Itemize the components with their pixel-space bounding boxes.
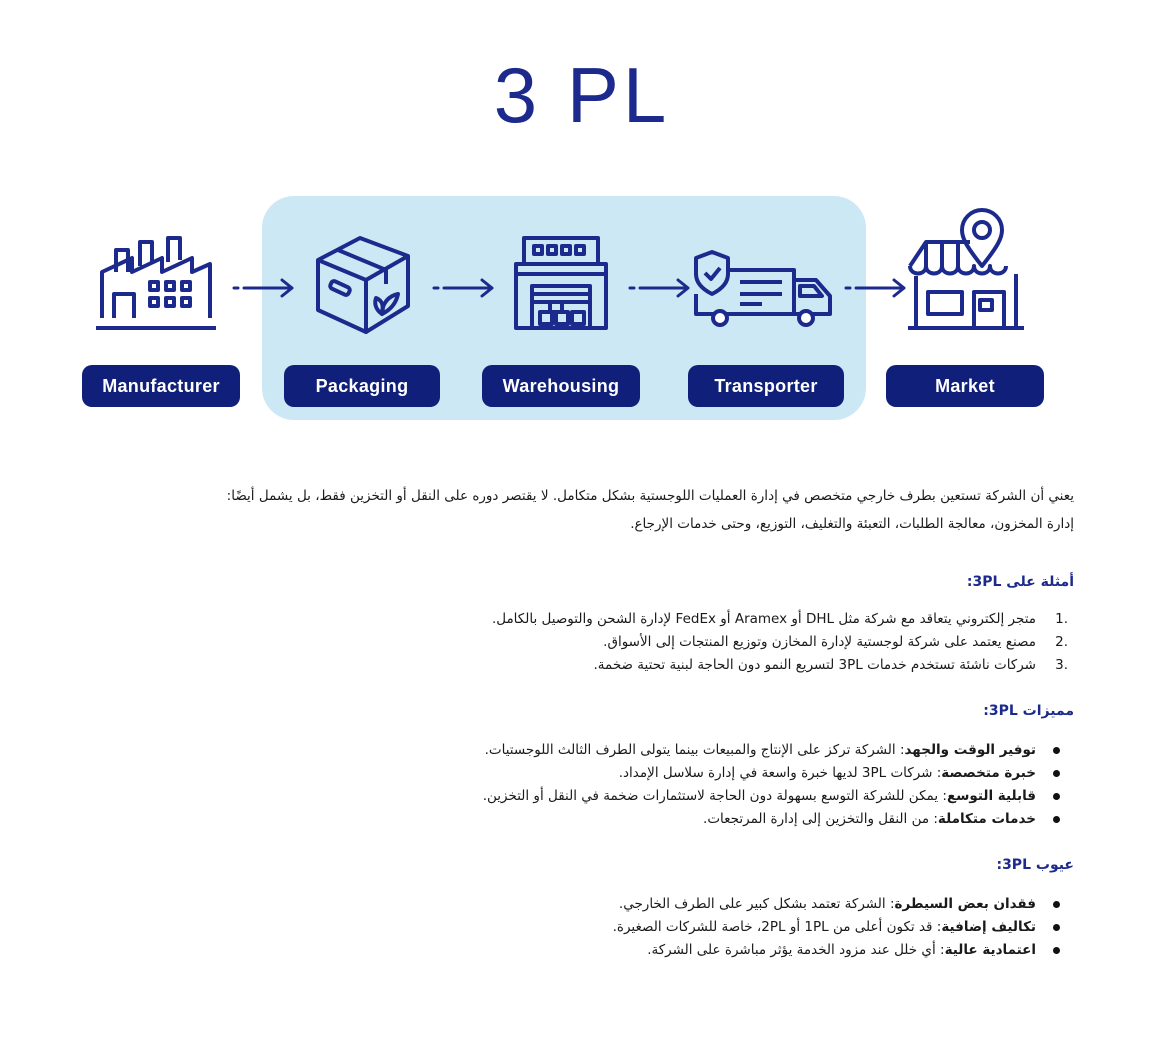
arrow-icon (432, 278, 496, 302)
bullet-icon (1053, 816, 1060, 823)
arrow-icon (232, 278, 296, 302)
step-label-packaging: Packaging (284, 365, 440, 407)
bullet-icon (1053, 901, 1060, 908)
warehouse-icon (510, 234, 612, 334)
store-icon (904, 206, 1030, 336)
list-item: توفير الوقت والجهد: الشركة تركز على الإنتاج والمبيعات بينما يتولى الطرف الثالث اللوجستيات. (70, 739, 1036, 762)
advantages-list (70, 739, 1074, 831)
arrow-icon (844, 278, 908, 302)
factory-icon (94, 232, 218, 334)
list-item: 3. شركات ناشئة تستخدم خدمات 3PL لتسريع النمو دون الحاجة لبنية تحتية ضخمة. (593, 657, 1068, 673)
disadvantages-list (70, 893, 1074, 962)
list-item: تكاليف إضافية: قد تكون أعلى من 1PL أو 2PL، خاصة للشركات الصغيرة. (70, 916, 1036, 939)
truck-icon (692, 248, 836, 328)
list-item: قابلية التوسع: يمكن للشركة التوسع بسهولة دون الحاجة لاستثمارات ضخمة في النقل أو التخزين. (70, 785, 1036, 808)
box-icon (310, 232, 416, 336)
step-label-manufacturer: Manufacturer (82, 365, 240, 407)
list-item: 2. مصنع يعتمد على شركة لوجستية لإدارة المخازن وتوزيع المنتجات إلى الأسواق. (603, 634, 1068, 650)
advantages-heading: مميزات 3PL: (983, 703, 1074, 719)
bullet-icon (1053, 793, 1060, 800)
list-item: خدمات متكاملة: من النقل والتخزين إلى إدارة المرتجعات. (70, 808, 1036, 831)
list-item: 1. متجر إلكتروني يتعاقد مع شركة مثل DHL أو Aramex أو FedEx لإدارة الشحن والتوصيل بالكامل. (491, 611, 1068, 627)
examples-heading: أمثلة على 3PL: (966, 574, 1074, 590)
list-item: خبرة متخصصة: شركات 3PL لديها خبرة واسعة في إدارة سلاسل الإمداد. (70, 762, 1036, 785)
list-item: فقدان بعض السيطرة: الشركة تعتمد بشكل كبير على الطرف الخارجي. (70, 893, 1036, 916)
step-label-warehousing: Warehousing (482, 365, 640, 407)
3pl-diagram (0, 0, 1164, 440)
disadvantages-heading: عيوب 3PL: (996, 857, 1074, 873)
bullet-icon (1053, 770, 1060, 777)
examples-list (70, 608, 1074, 677)
article-body (70, 482, 1074, 962)
intro-line-2: إدارة المخزون، معالجة الطلبات، التعبئة والتغليف، التوزيع، وحتى خدمات الإرجاع. (630, 516, 1074, 532)
bullet-icon (1053, 747, 1060, 754)
bullet-icon (1053, 947, 1060, 954)
diagram-title: 3 PL (493, 51, 671, 139)
intro-line-1: يعني أن الشركة تستعين بطرف خارجي متخصص في إدارة العمليات اللوجستية بشكل متكامل. لا يقتصر دوره على النقل أو التخزين فقط، بل يشمل أيضًا: (226, 488, 1074, 504)
bullet-icon (1053, 924, 1060, 931)
list-item: اعتمادية عالية: أي خلل عند مزود الخدمة يؤثر مباشرة على الشركة. (70, 939, 1036, 962)
step-label-market: Market (886, 365, 1044, 407)
step-label-transporter: Transporter (688, 365, 844, 407)
arrow-icon (628, 278, 692, 302)
